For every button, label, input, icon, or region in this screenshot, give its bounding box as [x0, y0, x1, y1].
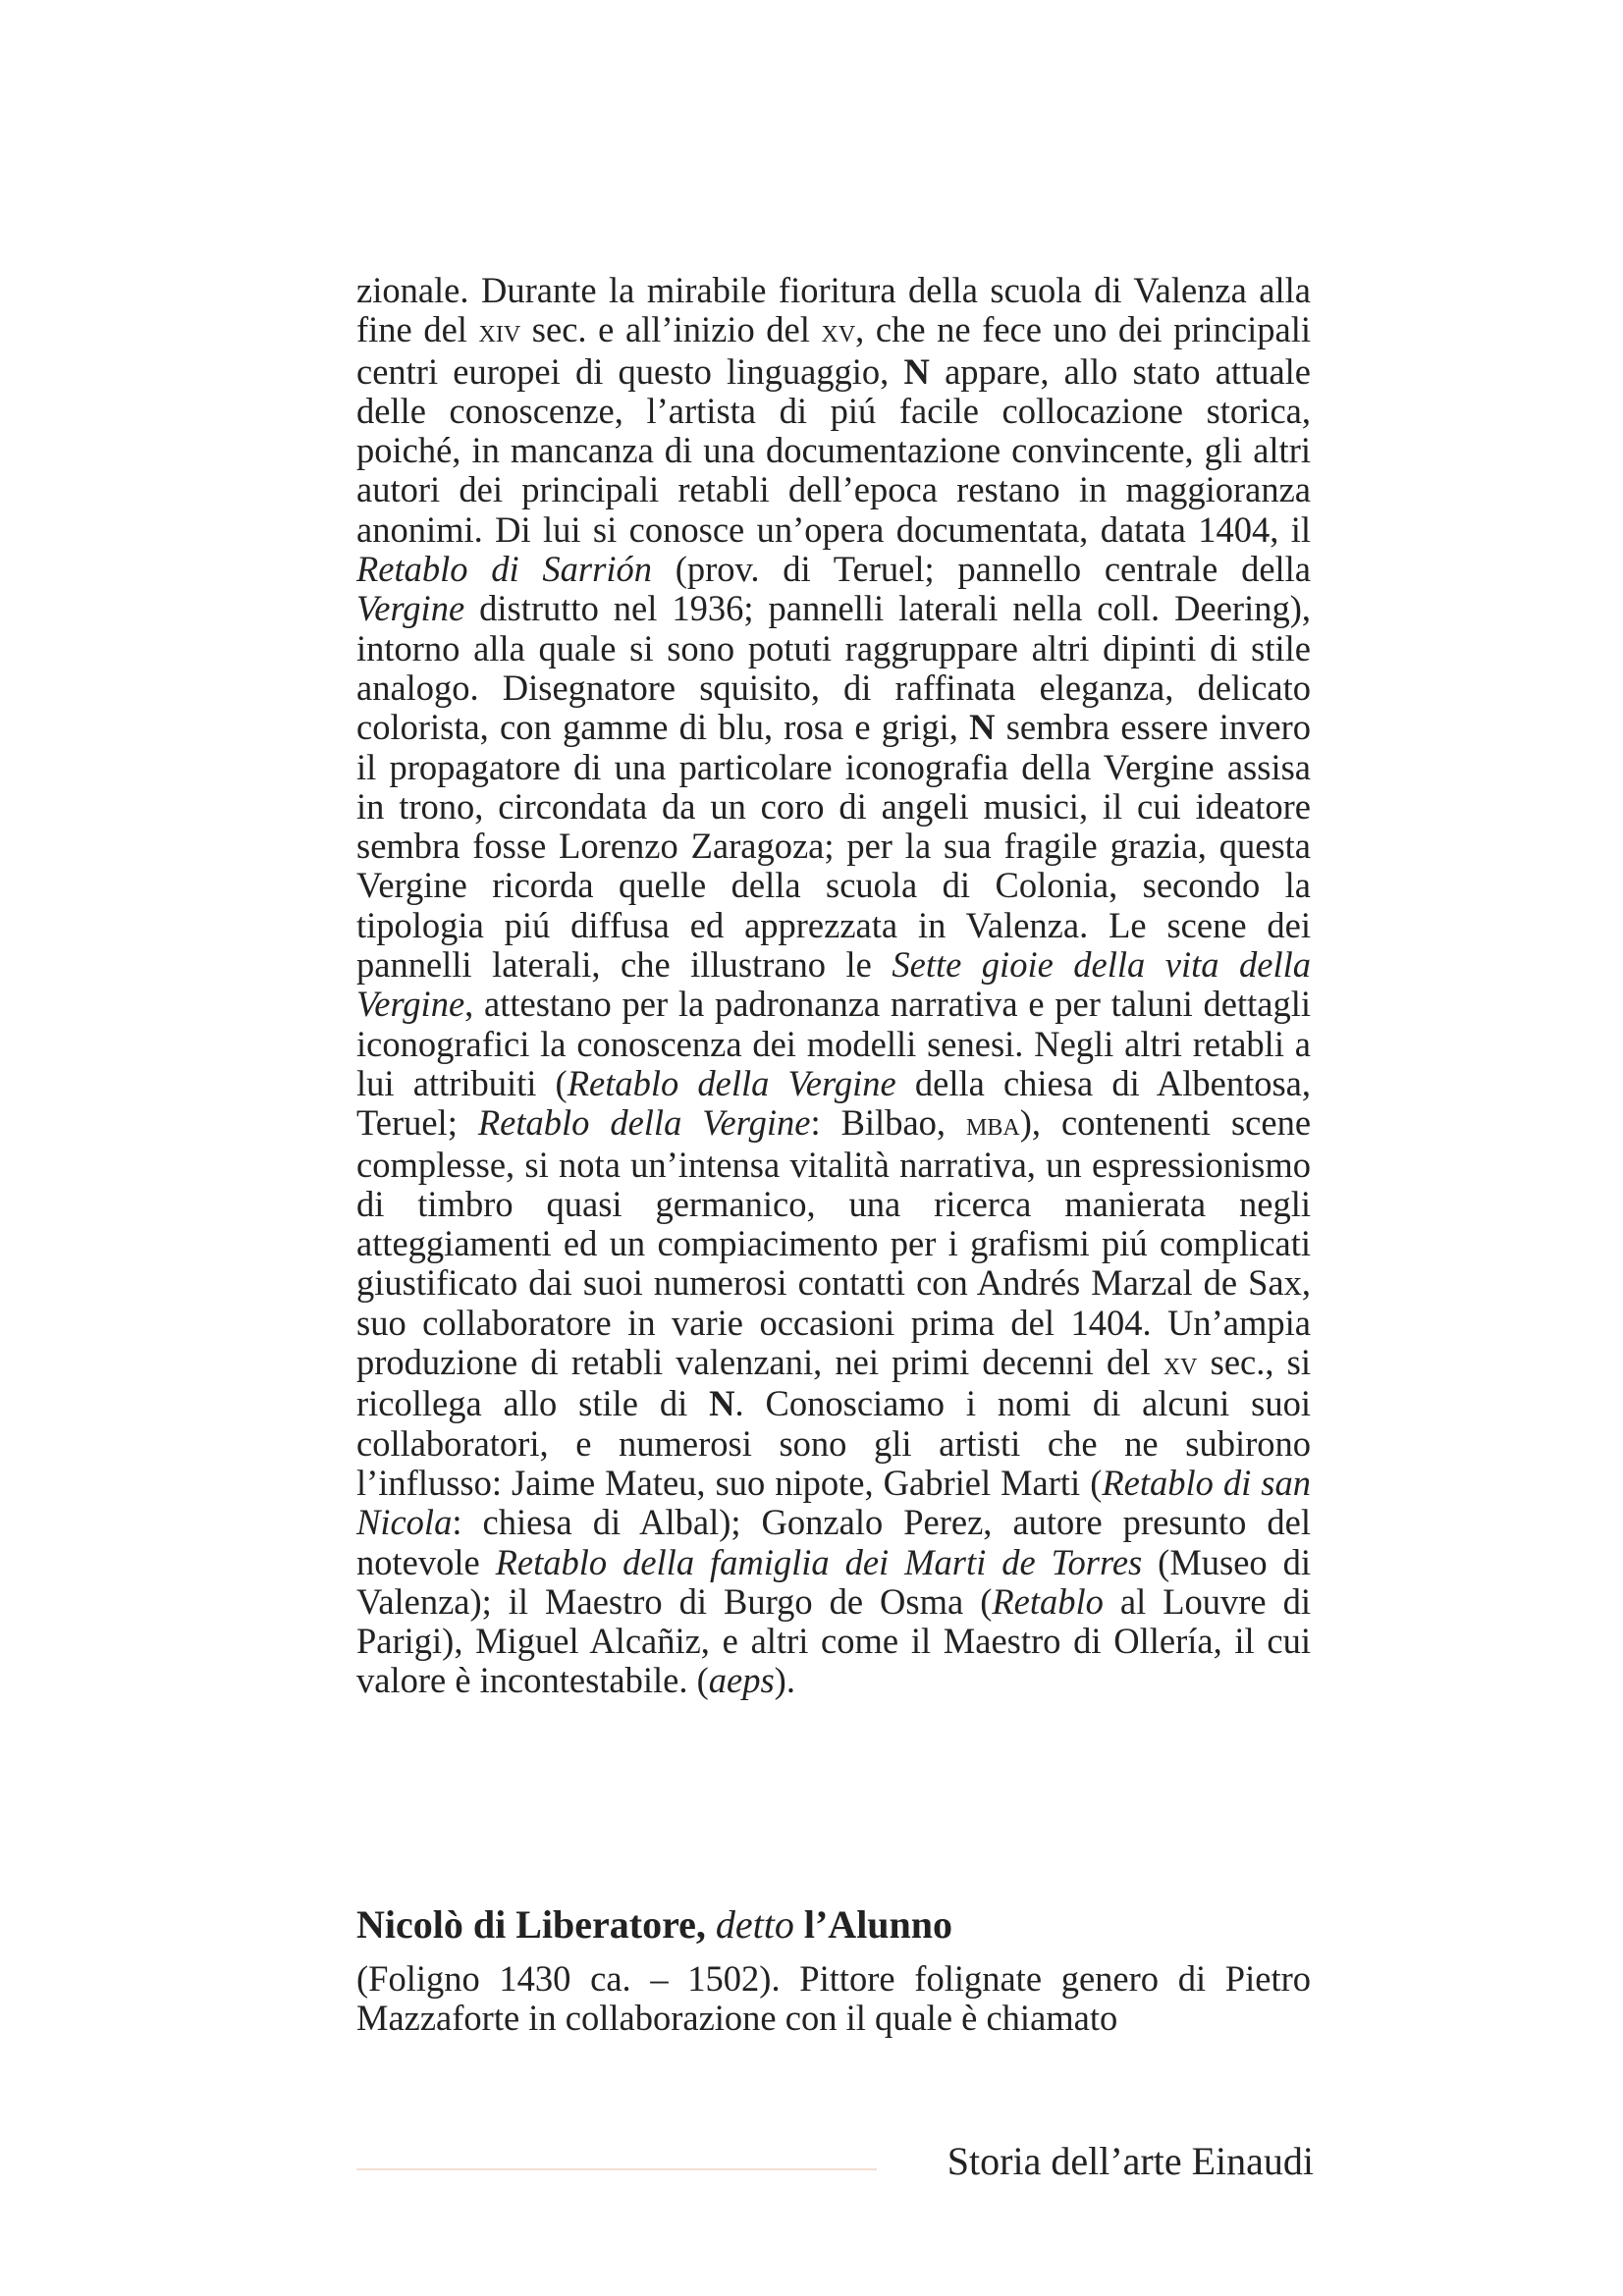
paragraph — [356, 271, 1311, 1701]
small-caps-run: mba — [966, 1106, 1020, 1144]
text-run: (prov. di Teruel; pannello centrale della — [651, 549, 1312, 590]
text-run: della chiesa di Albentosa, Teruel; — [356, 1062, 1311, 1144]
footer-rule — [356, 2168, 877, 2170]
text-run: . Conosciamo i nomi di alcuni suoi collaboratori, e numerosi sono gli artisti che ne subirono l’influsso: Jaime Mateu, suo nipote, Gabriel Marti ( — [356, 1383, 1311, 1503]
text-run: sec., si ricollega allo stile di — [356, 1342, 1312, 1424]
small-caps-run: xv — [1163, 1346, 1198, 1383]
italic-run: Vergine — [356, 588, 465, 629]
italic-run: aeps — [708, 1660, 775, 1701]
small-caps-run: xv — [821, 313, 856, 350]
italic-run: Retablo di san Nicola — [356, 1462, 1311, 1543]
bold-run: N — [969, 707, 996, 748]
text-run: (Foligno 1430 ca. – 1502). Pittore folignate genero di Pietro Mazzaforte in collaborazione con il quale è chiamato — [356, 1958, 1311, 2039]
text-run: (Museo di Valenza); il Maestro di Burgo de Osma ( — [356, 1541, 1312, 1622]
text-run: zionale. Durante la mirabile fioritura della scuola di Valenza alla fine del — [356, 270, 1311, 350]
italic-run: Retablo della Vergine — [477, 1102, 811, 1144]
text-run: : Bilbao, — [810, 1102, 967, 1144]
text-run: al Louvre di Parigi), Miguel Alcañiz, e altri come il Maestro di Ollería, il cui valore è incontestabile. ( — [356, 1580, 1311, 1701]
text-run: sembra essere invero il propagatore di una particolare iconografia della Vergine assisa in trono, circondata da un coro di angeli musici, il cui ideatore sembra fosse Lorenzo Zaragoza; per la sua fragile grazia, questa Vergine ricorda quelle della scuola di Colonia, secondo la tipologia piú diffusa ed apprezzata in Valenza. Le scene dei pannelli laterali, che illustrano le — [356, 707, 1312, 986]
italic-run: Retablo della Vergine — [567, 1062, 896, 1103]
entry-body-text — [356, 1959, 1311, 2039]
entry-continuation-text — [356, 271, 1311, 1701]
text-run: , che ne fece uno dei principali centri europei di questo linguaggio, — [356, 309, 1311, 392]
entry-name: Nicolò di Liberatore, — [356, 1902, 706, 1947]
text-run: ), contenenti scene complesse, si nota un’intensa vitalità narrativa, un espressionismo di timbro quasi germanico, una ricerca manierata negli atteggiamenti ed un compiacimento per i grafismi piú complicati giustificato dai suoi numerosi contatti con Andrés Marzal de Sax, suo collaboratore in varie occasioni prima del 1404. Un’ampia produzione di retabli valenzani, nei primi decenni del — [356, 1102, 1312, 1383]
text-run: sec. e all’inizio del — [520, 309, 822, 350]
entry-heading — [356, 1902, 1311, 1948]
paragraph — [356, 1959, 1311, 2039]
text-run: : chiesa di Albal); Gonzalo Perez, autore presunto del notevole — [356, 1502, 1311, 1582]
italic-run: Retablo di Sarrión — [356, 549, 652, 590]
entry-epithet-prefix: detto — [715, 1902, 794, 1947]
bold-run: N — [709, 1383, 735, 1424]
italic-run: Retablo — [992, 1580, 1104, 1622]
small-caps-run: xiv — [478, 313, 521, 350]
footer-title: Storia dell’arte Einaudi — [947, 2139, 1314, 2183]
bold-run: N — [903, 350, 930, 392]
entry-epithet: l’Alunno — [803, 1902, 953, 1947]
text-run: appare, allo stato attuale delle conoscenze, l’artista di piú facile collocazione storica, poiché, in mancanza di una documentazione convincente, gli altri autori dei principali retabli dell’epoca restano in maggioranza anonimi. Di lui si conosce un’opera documentata, datata 1404, il — [356, 350, 1312, 550]
italic-run: Sette gioie della vita della Vergine — [356, 944, 1311, 1025]
text-run: distrutto nel 1936; pannelli laterali nella coll. Deering), intorno alla quale si sono potuti raggruppare altri dipinti di stile analogo. Disegnatore squisito, di raffinata eleganza, delicato colorista, con gamme di blu, rosa e grigi, — [356, 588, 1311, 748]
italic-run: Retablo della famiglia dei Marti de Torres — [495, 1541, 1143, 1582]
text-run: ). — [774, 1660, 795, 1701]
text-run: , attestano per la padronanza narrativa e per taluni dettagli iconografici la conoscenza dei modelli senesi. Negli altri retabli a lui attribuiti ( — [356, 984, 1311, 1103]
